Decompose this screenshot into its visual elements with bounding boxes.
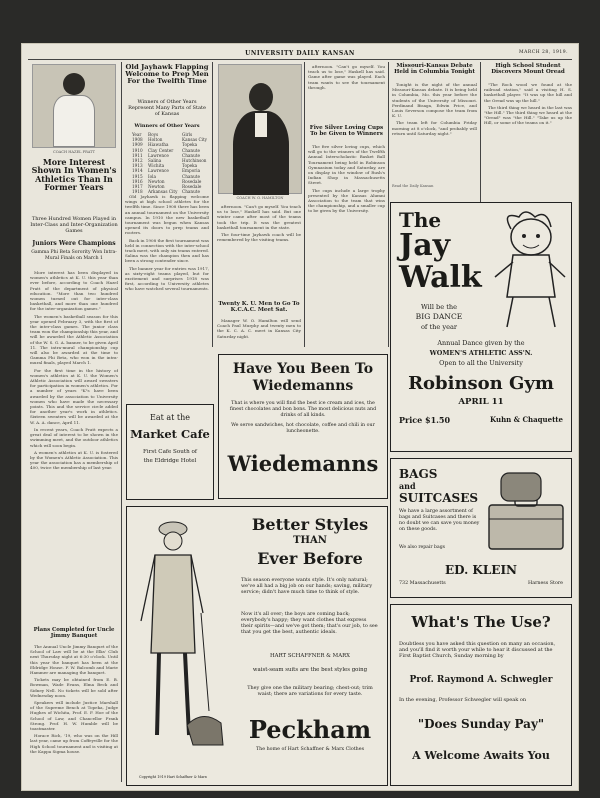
paragraph: afternoon. "Can't go myself. You teach us to lose," Haskell has said. Game after game was played. Each team wants to see the tournament through. bbox=[308, 64, 385, 90]
use-welcome: A Welcome Awaits You bbox=[412, 749, 550, 762]
paragraph: "The Rock wood we found at the railroad station," said a visiting H. S. basketball player. "It was up the hill and the Oread was up the hill." bbox=[484, 82, 572, 103]
whats-the-use-ad bbox=[390, 604, 572, 786]
photo-caption: COACH W. O. HAMILTON bbox=[236, 196, 284, 200]
table-cell: 1917 bbox=[132, 184, 143, 190]
use-p2: In the evening, Professor Schwegler will speak on bbox=[399, 697, 527, 703]
man-with-dog-illustration bbox=[131, 513, 231, 773]
peckham-tagline: The home of Hart Schaffner & Marx Clothes bbox=[255, 747, 365, 752]
paragraph: Tonight is the night of the annual Missouri-Kansas debate. It is being held in Columbia, Mo. this year before the students of the University of Missouri. Ferdinand Bisaga, Edwin Price, and Louis Severson compose the team from K. U. bbox=[392, 82, 477, 119]
paragraph: The cups include a large trophy presented by the Kansas Alumni Association to the team that wins the championship, and a smaller cup to be given by the University. bbox=[308, 187, 385, 214]
ad-jay: Jay bbox=[399, 228, 451, 263]
paragraph: afternoon. "Can't go myself. You teach us to lose," Haskell has said. But one winter came after most of the teams took the trip. It was the greatest basketball tournament in the state. bbox=[217, 204, 301, 230]
table-cell: Clay Center bbox=[148, 147, 174, 153]
bags-addr: 732 Massachusetts bbox=[399, 581, 446, 586]
col6-body bbox=[484, 82, 572, 194]
column-rule bbox=[480, 62, 481, 202]
use-speaker: Prof. Raymond A. Schwegler bbox=[409, 675, 553, 685]
col6-headline: High School Student Discovers Mount Oread bbox=[491, 63, 565, 75]
hart-headline3: Ever Before bbox=[257, 549, 363, 568]
hart-brand: HART SCHAFFNER & MARX bbox=[269, 653, 350, 659]
table-cell: Lawrence bbox=[148, 152, 169, 158]
photo-caption: COACH HAZEL PRATT bbox=[52, 150, 96, 154]
paragraph: Speakers will include Justice Marshall of the Supreme Bench at Topeka, Judge Hughes of Wichita, Prof. E. F. Hoe of the School of Law, and Chancellor Frank Strong. Prof. H. W. Humble will be toastmaster. bbox=[30, 700, 118, 732]
paragraph: The four-time Jayhawk coach will be remembered by the visiting teams. bbox=[217, 232, 301, 243]
use-p1: Doubtless you have asked this question on many an occasion, and you'll find it worth your while to hear it discussed at the First Baptist Church, Sunday morning by bbox=[399, 641, 556, 660]
paragraph: More interest has been displayed in women's athletics at K. U. this year than ever before, according to Coach Hazel Pratt of the department of physical education. "More than two hundred women turned out for inter-class basketball, and more than one hundred for the inter-organization games." bbox=[30, 270, 118, 312]
ad-will-be: Will be the bbox=[420, 303, 458, 311]
wiedemanns-ad bbox=[218, 354, 388, 499]
use-sermon: "Does Sunday Pay" bbox=[417, 717, 545, 731]
col3-body2 bbox=[217, 318, 301, 346]
paragraph: Old Jayhawk is flapping welcome wings at high school athletes for the twelfth time. Since 1908 there has been an annual tournament on the University campus. In 1910 the new basketball tournament was begun when Kansas opened its doors to prep teams and rooters. bbox=[125, 194, 209, 236]
ad-music: Kuhn & Chaquette bbox=[490, 415, 563, 424]
coach-photo bbox=[218, 64, 302, 194]
table-cell: Newton bbox=[148, 178, 165, 184]
table-cell: 1908 bbox=[132, 137, 143, 143]
bags-ad bbox=[390, 458, 572, 598]
paragraph: The women's basketball season for this year opened February 3, with the first of the inter-class games. The junior class team won the championship this year, and will be awarded the Athletic Association of the W. S. G. A. banner, to be given April 11. The intra-mural championship cup will also be awarded at the time to Gamma Phi Beta, who won in the intra-mural finals, played March 1. bbox=[30, 313, 118, 366]
column-rule bbox=[212, 62, 213, 347]
table-cell: Topeka bbox=[182, 163, 198, 169]
bags-l1: BAGS bbox=[399, 467, 438, 481]
table-cell: Newton bbox=[148, 184, 165, 190]
table-cell: 1912 bbox=[132, 158, 143, 164]
table-cell: Salina bbox=[148, 158, 162, 164]
paragraph: The Annual Uncle Jimmy Banquet of the School of Law will be at the Elks' Club next Thursday night at 6:30 o'clock. Until this year the banquet has been at the Eldridge House. F. W. Balcomb and Marie Hammer are managing the banquet. bbox=[30, 644, 118, 676]
market-cafe-ad bbox=[126, 404, 214, 500]
col4-top bbox=[308, 64, 385, 122]
table-cell: Arkansas City bbox=[148, 189, 178, 195]
table-cell: 1911 bbox=[132, 152, 143, 158]
winners-table bbox=[132, 132, 212, 194]
read-kansan-sign: Read the Daily Kansan bbox=[392, 184, 434, 188]
bags-l2: and bbox=[399, 481, 416, 491]
col5-headline: Missouri-Kansas Debate Held in Columbia Tonight bbox=[394, 63, 475, 75]
hart-p4: They give one the military bearing; chest-out; trim waist; there are variations for every taste. bbox=[247, 685, 373, 697]
col5-body bbox=[392, 82, 477, 178]
portrait-photo bbox=[32, 64, 116, 148]
table-cell: Chanute bbox=[182, 189, 200, 195]
jester-illustration bbox=[491, 207, 569, 331]
ad-gym: Robinson Gym bbox=[408, 373, 554, 394]
col4-headline: Five Silver Loving Cups To be Given to Winners bbox=[309, 125, 384, 137]
use-headline: What's The Use? bbox=[411, 613, 551, 631]
cafe-eat: Eat at the bbox=[150, 413, 190, 422]
ad-open: Open to all the University bbox=[439, 359, 523, 367]
table-cell: Wichita bbox=[148, 163, 165, 169]
table-header-cell: Boys bbox=[148, 132, 159, 137]
cafe-sub1: First Cafe South of bbox=[143, 449, 197, 455]
table-cell: Lawrence bbox=[148, 168, 169, 174]
cafe-sub2: the Eldridge Hotel bbox=[143, 458, 197, 464]
table-cell: Kansas City bbox=[182, 137, 208, 143]
wiedemanns-line2: We serve sandwiches, hot chocolate, coffee and chili in our luncheonette. bbox=[231, 423, 375, 434]
table-header-cell: Girls bbox=[182, 132, 193, 137]
paragraph: The five silver loving cups, which will go to the winners of the Twelfth Annual Interscholastic Basket Ball Tournament being held in Robinson Gymnasium today and Saturday, are on display in the window of Rush's Indian Shop in Massachusetts Street. bbox=[308, 144, 385, 186]
hart-headline2: THAN bbox=[293, 535, 327, 546]
hart-p2: Now it's all over; the boys are coming back; everybody's happy; they want clothes that express their spirits—and we've got them; that's our job, to see that you get the best, authentic ideals. bbox=[241, 611, 378, 635]
table-cell: 1910 bbox=[132, 147, 143, 153]
peckham-store: Peckham bbox=[248, 715, 372, 744]
table-cell: Emporia bbox=[182, 168, 201, 174]
col1-headline: More Interest Shown In Women's Athletics Than In Former Years bbox=[31, 157, 117, 193]
table-cell: Holton bbox=[148, 137, 163, 143]
hart-p1: This season everyone wants style. It's only natural; we've all had a big job on our hands; saving, military service; didn't have much time to think of style. bbox=[241, 577, 373, 595]
hart-copyright: Copyright 1919 Hart Schaffner & Marx bbox=[139, 775, 207, 779]
hart-headline1: Better Styles bbox=[251, 515, 369, 534]
col2-subhead: Winners of Other Years Represent Many Parts of State of Kansas bbox=[128, 99, 206, 117]
ad-of-year: of the year bbox=[420, 323, 458, 331]
bags-l3: SUITCASES bbox=[399, 491, 479, 505]
table-cell: Chanute bbox=[182, 152, 200, 158]
table-cell: Hutchinson bbox=[182, 158, 207, 164]
bags-body: We have a large assortment of bags and Suitcases and there is no doubt we can save you money on these goods. bbox=[399, 509, 480, 532]
masthead-rule bbox=[28, 59, 572, 60]
column-rule bbox=[388, 62, 389, 347]
col1-body bbox=[30, 270, 118, 580]
ad-wa: WOMEN'S ATHLETIC ASS'N. bbox=[429, 349, 533, 357]
table-cell: 1916 bbox=[132, 178, 143, 184]
jay-walk-ad bbox=[390, 202, 572, 452]
ad-annual: Annual Dance given by the bbox=[437, 339, 525, 347]
suitcase-illustration bbox=[485, 467, 567, 555]
col4-body bbox=[308, 144, 385, 344]
bags-repair: We also repair bags bbox=[399, 545, 446, 550]
bags-name: ED. KLEIN bbox=[444, 563, 518, 577]
table-cell: Rosedale bbox=[182, 178, 202, 184]
col3-body bbox=[217, 204, 301, 300]
paragraph: In recent years, Coach Pratt expects a great deal of interest to be shown in the swimming meet, and the outdoor athletics which will soon begin. bbox=[30, 426, 118, 448]
table-cell: 1915 bbox=[132, 173, 143, 179]
cafe-name: Market Cafe bbox=[130, 427, 210, 441]
paragraph: The banner year for entries was 1917, as sixty-eight teams played, but for excitement and surprises 1918 was first, according to University athletes who have watched several tournaments. bbox=[125, 265, 209, 292]
table-title: Winners of Other Years bbox=[134, 123, 200, 129]
col1-subhead2: Juniors Were Champions bbox=[32, 240, 116, 247]
masthead-title: UNIVERSITY DAILY KANSAN bbox=[245, 50, 355, 57]
paragraph: Tickets may be obtained from E. B. Bowman, Wade Evans, Elma Beck and Sidney Nell. No tickets will be sold after Wednesday noon. bbox=[30, 677, 118, 698]
table-cell: 1909 bbox=[132, 142, 143, 148]
col1b-body bbox=[30, 644, 118, 784]
col1-subhead: Three Hundred Women Played in Inter-Class and Inter-Organization Games bbox=[30, 216, 118, 234]
table-cell: Hiawatha bbox=[148, 142, 169, 148]
bags-note: Harness Store bbox=[528, 581, 563, 586]
newspaper-page bbox=[22, 44, 578, 790]
hart-p3: waist-seam suits are the best styles going bbox=[252, 667, 368, 673]
ad-the: The bbox=[399, 208, 442, 232]
paragraph: For the first time in the history of women's athletics at K. U. the Women's Athletic Association will award sweaters for participation in women's athletics. For a number of years "K"s have been awarded by the association to University women who have made the necessary points. This and the service circle added for another year's work in athletics. Sixteen sweaters will be awarded at the W. A. A. dance, April 11. bbox=[30, 367, 118, 425]
table-cell: 1918 bbox=[132, 189, 143, 195]
col3-headline2: Twenty K. U. Men to Go To K.C.A.C. Meet Sat. bbox=[218, 301, 300, 313]
table-cell: Chanute bbox=[182, 147, 200, 153]
paragraph: A women's athletics at K. U. is fostered by the Women's Athletic Association. This year the association has a membership of 400, twice the membership of last year. bbox=[30, 449, 118, 471]
col1-subhead3: Gamma Phi Beta Sorority Won Intra-Mural Finals on March 1 bbox=[31, 250, 117, 261]
masthead-date: MARCH 28, 1919. bbox=[518, 50, 568, 55]
table-cell: Topeka bbox=[182, 142, 198, 148]
paragraph: The team left for Columbia Friday morning at 8 o'clock, "and probably will return until Saturday night." bbox=[392, 120, 477, 136]
table-cell: 1913 bbox=[132, 163, 143, 169]
ad-walk: Walk bbox=[399, 260, 482, 295]
paragraph: The third thing we heard in the last was "the Hill." The third thing we heard at the "Oread" was "the Hill." "Take us up the Hill, or some of the teams on it." bbox=[484, 104, 572, 126]
table-cell: Chanute bbox=[182, 173, 200, 179]
column-rule bbox=[121, 62, 122, 782]
peckham-ad bbox=[126, 506, 388, 786]
table-header-cell: Year bbox=[132, 132, 142, 137]
ad-big-dance: BIG DANCE bbox=[415, 312, 463, 321]
table-cell: Rosedale bbox=[182, 184, 202, 190]
col2-body bbox=[125, 194, 209, 344]
ad-price: Price $1.50 bbox=[399, 415, 451, 425]
wiedemanns-name: Wiedemanns bbox=[227, 451, 379, 476]
column-rule bbox=[304, 62, 305, 347]
table-cell: 1914 bbox=[132, 168, 143, 174]
paragraph: Horace Rich, '19, who was on the Hill last year, came up from Coffeyville for the High School tournament and is visiting at the Kappa Sigma house. bbox=[30, 733, 118, 754]
wiedemanns-line1: That is where you will find the best ice cream and ices, the finest chocolates and bon bons. The most delicious nuts and drinks of all kinds. bbox=[229, 401, 377, 418]
wiedemanns-headline: Have You Been To Wiedemanns bbox=[232, 361, 374, 394]
col2-headline: Old Jayhawk Flapping Welcome to Prep Men For the Twelfth Time bbox=[125, 63, 209, 86]
paragraph: Back in 1908 the first tournament was held in connection with the inter-school track meet, with only six teams entered. Salina was the champion then and has been a strong contender since. bbox=[125, 237, 209, 264]
table-cell: Iola bbox=[148, 173, 157, 179]
col1b-headline: Plans Completed for Uncle Jimmy Banquet bbox=[33, 627, 115, 639]
ad-date: APRIL 11 bbox=[458, 397, 504, 407]
paragraph: Manager W. O. Hamilton will send Coach Paul Murphy and twenty men to the K. C. A. C. meet in Kansas City Saturday night. bbox=[217, 318, 301, 339]
